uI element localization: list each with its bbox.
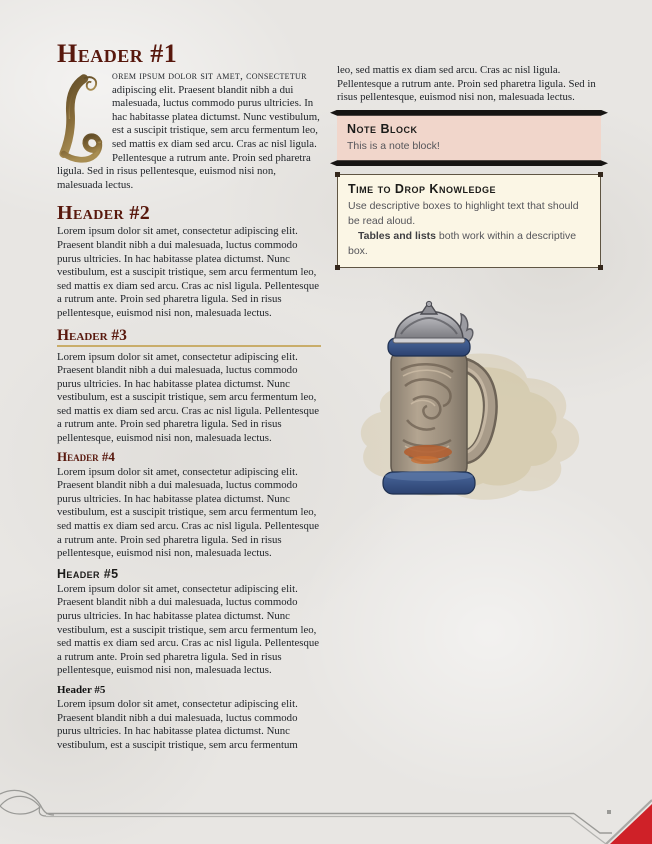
descriptive-box-title: Time to Drop Knowledge [348, 182, 496, 197]
section-paragraph: Lorem ipsum dolor sit amet, consectetur adipiscing elit. Praesent blandit nibh a dui malesuada, luctus commodo purus ultricies. In hac habitasse platea dictumst. Nunc vestibulum, est a suscipit tristique, sem arcu fermentum leo, sed mattis ex diam sed arcu. Cras ac nisl ligula. Pellentesque a rutrum ante. Proin sed pharetra ligula. Sed in risus pellentesque, euismod nisi non, malesuada lectus. [57, 582, 320, 677]
corner-dot-icon [335, 265, 340, 270]
section-paragraph-truncated: Lorem ipsum dolor sit amet, consectetur adipiscing elit. Praesent blandit nibh a dui malesuada, luctus commodo purus ultricies. In hac habitasse platea dictumst. Nunc vestibulum, est a suscipit tristique, sem arcu fermentum [57, 697, 298, 751]
descriptive-box [337, 174, 601, 268]
section-heading-5: Header #5 [57, 566, 119, 581]
continuation-paragraph: leo, sed mattis ex diam sed arcu. Cras ac nisl ligula. Pellentesque a rutrum ante. Proin sed pharetra ligula. Sed in risus pellentesque, euismod nisi non, malesuada lectus. [337, 64, 596, 104]
corner-red-triangle [610, 804, 652, 844]
beer-stein-illustration [355, 300, 587, 502]
descriptive-box-bold-text: Tables and lists [358, 230, 436, 243]
descriptive-box-line2: Tables and lists both work within a descriptive box. [348, 230, 577, 257]
note-block-title: Note Block [347, 121, 418, 136]
section-heading-3: Header #3 [57, 327, 321, 347]
paragraph-with-dropcap [57, 70, 321, 192]
section-paragraph: Lorem ipsum dolor sit amet, consectetur adipiscing elit. Praesent blandit nibh a dui malesuada, luctus commodo purus ultricies. In hac habitasse platea dictumst. Nunc vestibulum, est a suscipit tristique, sem arcu fermentum leo, sed mattis ex diam sed arcu. Cras ac nisl ligula. Pellentesque a rutrum ante. Proin sed pharetra ligula. Sed in risus pellentesque, euismod nisi non, malesuada lectus. [57, 225, 320, 319]
corner-dot-icon [598, 265, 603, 270]
right-column [337, 64, 601, 507]
footer-leaf-flourish-icon [0, 790, 54, 816]
section-heading-6: Header #5 [57, 683, 106, 696]
section-heading-4: Header #4 [57, 448, 115, 464]
lead-paragraph-text: adipiscing elit. Praesent blandit nibh a dui malesuada, luctus commodo purus ultricies. In hac habitasse platea dictumst. Nunc vestibulum, est a suscipit tristique, sem arcu fermentum leo, sed mattis ex diam sed arcu. Cras ac nisl ligula. Pellentesque a rutrum ante. Proin sed pharetra ligula. Sed in risus pellentesque, euismod nisi non, malesuada lectus. [57, 83, 320, 191]
corner-dot-icon [335, 172, 340, 177]
note-block [337, 115, 601, 162]
corner-dot-icon [598, 172, 603, 177]
lead-smallcaps-text: orem ipsum dolor sit amet, consectetur [112, 70, 307, 82]
section-heading-2: Header #2 [57, 202, 151, 225]
note-block-body: This is a note block! [347, 139, 440, 152]
footer-decoration [0, 780, 652, 844]
section-paragraph: Lorem ipsum dolor sit amet, consectetur adipiscing elit. Praesent blandit nibh a dui malesuada, luctus commodo purus ultricies. In hac habitasse platea dictumst. Nunc vestibulum, est a suscipit tristique, sem arcu fermentum leo, sed mattis ex diam sed arcu. Cras ac nisl ligula. Pellentesque a rutrum ante. Proin sed pharetra ligula. Sed in risus pellentesque, euismod nisi non, malesuada lectus. [57, 465, 320, 560]
section-heading-1: Header #1 [57, 39, 178, 68]
section-paragraph: Lorem ipsum dolor sit amet, consectetur adipiscing elit. Praesent blandit nibh a dui malesuada, luctus commodo purus ultricies. In hac habitasse platea dictumst. Nunc vestibulum, est a suscipit tristique, sem arcu fermentum leo, sed mattis ex diam sed arcu. Cras ac nisl ligula. Pellentesque a rutrum ante. Proin sed pharetra ligula. Sed in risus pellentesque, euismod nisi non, malesuada lectus. [57, 350, 320, 445]
descriptive-box-line1: Use descriptive boxes to highlight text that should be read aloud. [348, 200, 579, 227]
left-column [57, 40, 321, 752]
ornate-dropcap-letter-icon [57, 73, 107, 165]
